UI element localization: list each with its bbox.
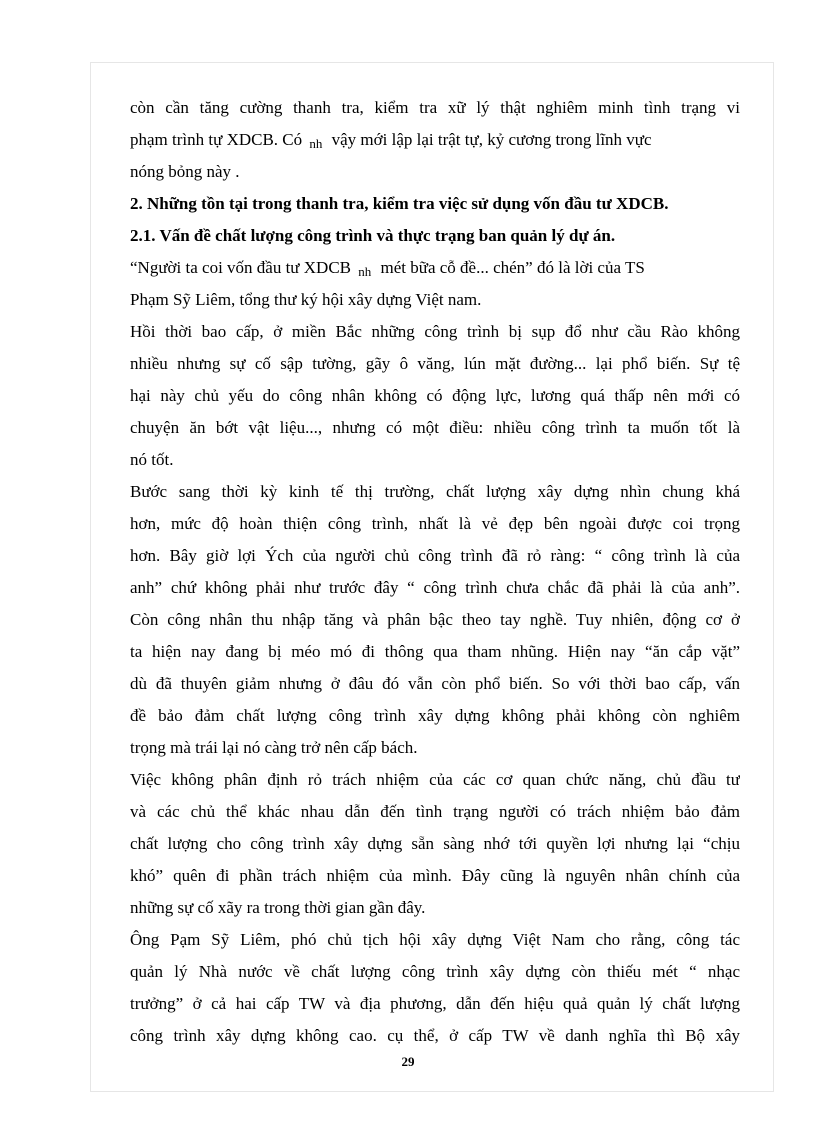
- text-line: trọng mà trái lại nó càng trở nên cấp bách.: [130, 738, 418, 757]
- text-line: Bước sang thời kỳ kinh tế thị trường, chất lượng xây dựng nhìn chung khá: [130, 482, 740, 501]
- text-line: Phạm Sỹ Liêm, tổng thư ký hội xây dựng Việt nam.: [130, 290, 482, 309]
- text-line: và các chủ thể khác nhau dẫn đến tình trạng người có trách nhiệm bảo đảm: [130, 802, 740, 821]
- text-line: Việc không phân định rỏ trách nhiệm của các cơ quan chức năng, chủ đầu tư: [130, 770, 740, 789]
- small-text-fragment: nh: [358, 264, 372, 279]
- text-line: trưởng” ở cả hai cấp TW và địa phương, dẫn đến hiệu quả quản lý chất lượng: [130, 994, 740, 1013]
- text-line: nhiều nhưng sự cố sập tường, gãy ô văng, lún mặt đường... lại phổ biến. Sự tệ: [130, 354, 740, 373]
- text-line: Hồi thời bao cấp, ở miền Bắc những công trình bị sụp đổ như cầu Rào không: [130, 322, 740, 341]
- text-line: hơn. Bây giờ lợi Ých của người chủ công trình đã rỏ ràng: “ công trình là của: [130, 546, 740, 565]
- text-line: hơn, mức độ hoàn thiện công trình, nhất là vẻ đẹp bên ngoài được coi trọng: [130, 514, 740, 533]
- text-line: ta hiện nay đang bị méo mó đi thông qua tham nhũng. Hiện nay “ăn cắp vặt”: [130, 642, 740, 661]
- text-line: hại này chủ yếu do công nhân không có động lực, lương quá thấp nên mới có: [130, 386, 740, 405]
- text-line: chất lượng cho công trình xây dựng sẵn sàng nhớ tới quyền lợi nhưng lại “chịu: [130, 834, 740, 853]
- text-line: dù đã thuyên giảm nhưng ở đâu đó vẫn còn phổ biến. So với thời bao cấp, vấn: [130, 674, 740, 693]
- text-line: còn cần tăng cường thanh tra, kiểm tra xữ lý thật nghiêm minh tình trạng vi: [130, 98, 740, 117]
- document-body: [130, 92, 740, 1052]
- text-line: đề bảo đảm chất lượng công trình xây dựng không phải không còn nghiêm: [130, 706, 740, 725]
- subsection-heading: 2.1. Vấn đề chất lượng công trình và thực trạng ban quản lý dự án.: [130, 226, 616, 245]
- text-line: nó tốt.: [130, 450, 174, 469]
- section-heading: 2. Những tồn tại trong thanh tra, kiểm tra việc sử dụng vốn đầu tư XDCB.: [130, 194, 669, 213]
- text-line: công trình xây dựng không cao. cụ thể, ở cấp TW về danh nghĩa thì Bộ xây: [130, 1026, 740, 1045]
- text-line: chuyện ăn bớt vật liệu..., nhưng có một điều: nhiều công trình ta muốn tốt là: [130, 418, 740, 437]
- text-line: Ông Pạm Sỹ Liêm, phó chủ tịch hội xây dựng Việt Nam cho rằng, công tác: [130, 930, 740, 949]
- text-line: khó” quên đi phần trách nhiệm của mình. Đây cũng là nguyên nhân chính của: [130, 866, 740, 885]
- text-line: anh” chứ không phải như trước đây “ công trình chưa chắc đã phải là của anh”.: [130, 578, 740, 597]
- text-line: “Người ta coi vốn đầu tư XDCB nh mét bữa cỗ đề... chén” đó là lời của TS: [130, 258, 645, 279]
- small-text-fragment: nh: [309, 136, 323, 151]
- page-number: 29: [401, 1054, 415, 1069]
- text-line: quản lý Nhà nước về chất lượng công trình xây dựng còn thiếu mét “ nhạc: [130, 962, 740, 981]
- text-line: nóng bỏng này .: [130, 162, 240, 181]
- text-line: những sự cố xãy ra trong thời gian gần đây.: [130, 898, 426, 917]
- text-line: phạm trình tự XDCB. Có nh vậy mới lập lại trật tự, kỷ cương trong lĩnh vực: [130, 130, 652, 151]
- text-line: Còn công nhân thu nhập tăng và phân bậc theo tay nghề. Tuy nhiên, động cơ ở: [130, 610, 740, 629]
